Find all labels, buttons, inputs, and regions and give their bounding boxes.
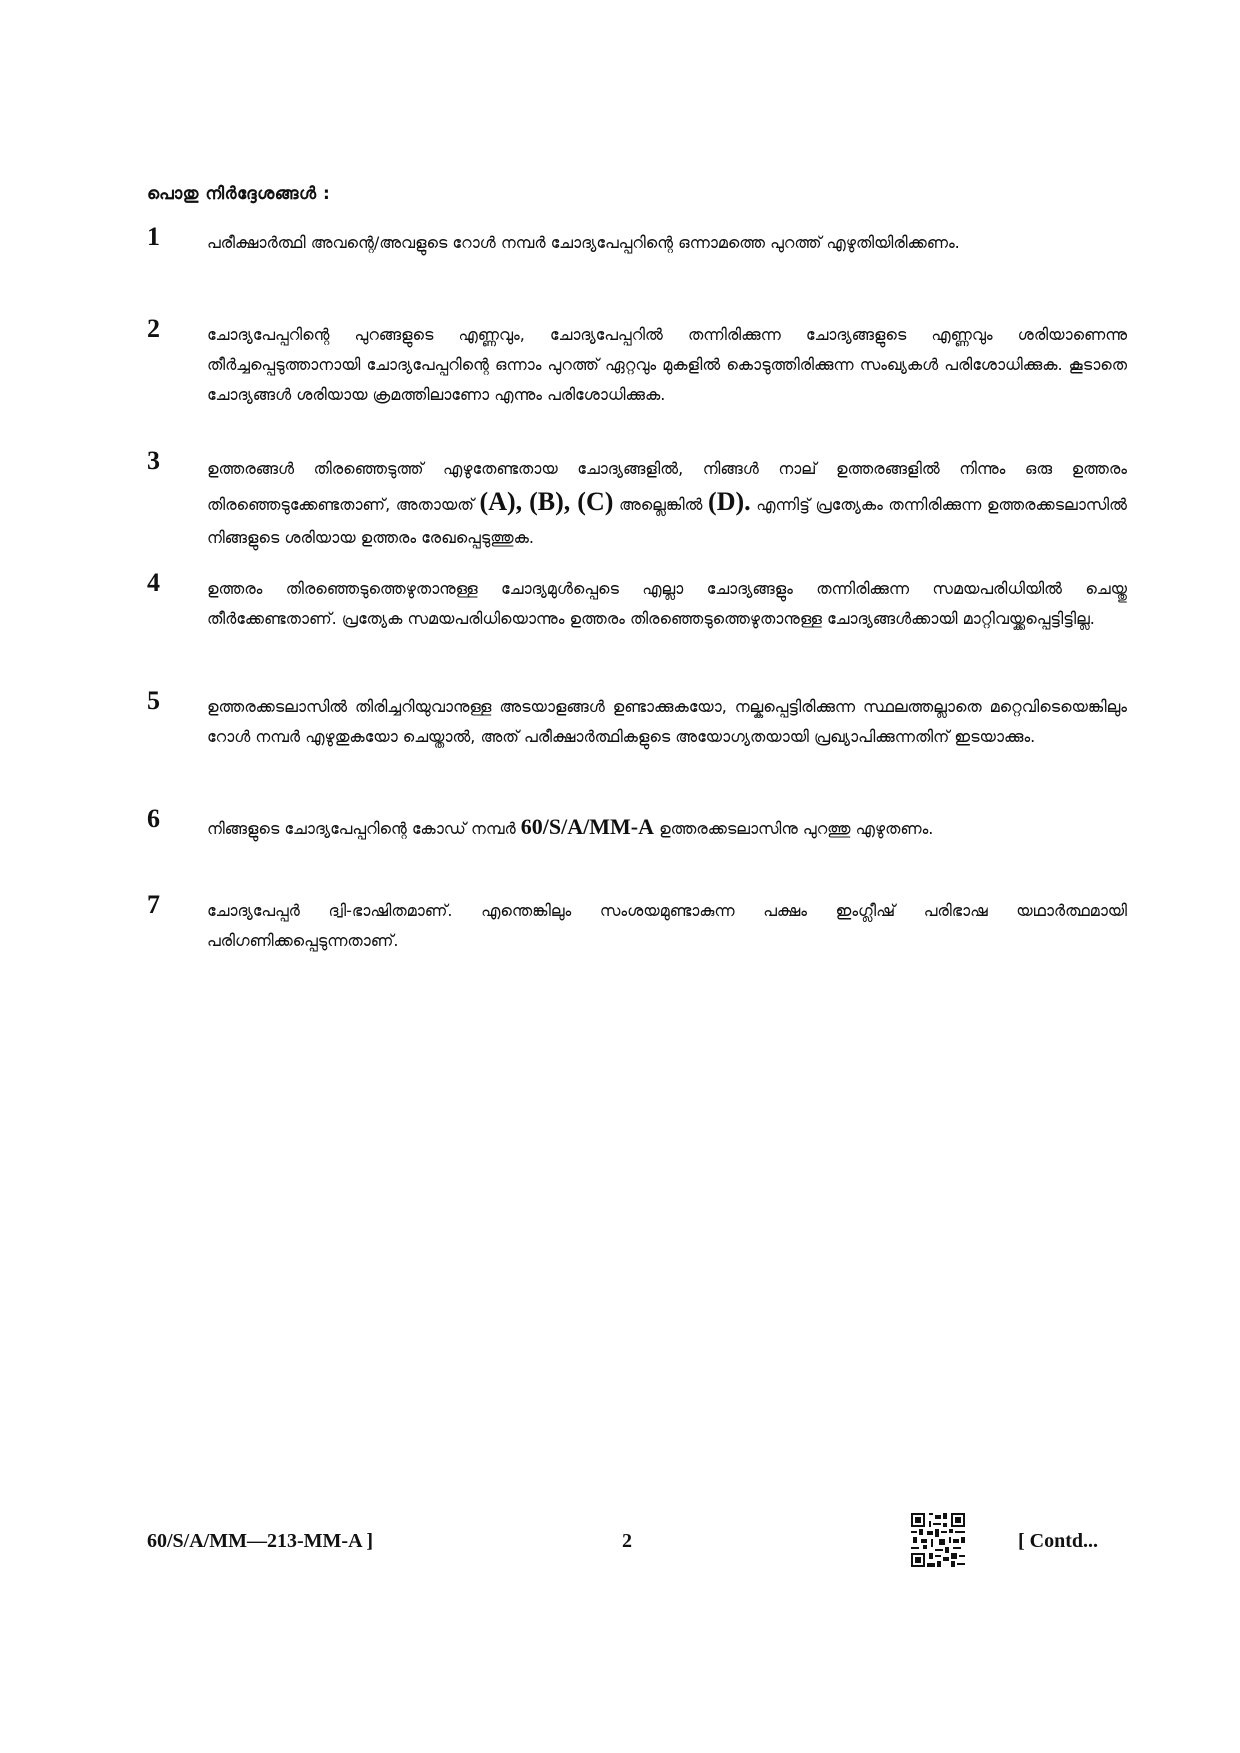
item-text: പരീക്ഷാർത്ഥി അവന്റെ/അവളുടെ റോൾ നമ്പർ ചോദ്യപേപ്പറിന്റെ ഒന്നാമത്തെ പുറത്ത് എഴുതിയിരിക്കണം. [207, 233, 960, 252]
question-paper-code: 60/S/A/MM-A [520, 814, 654, 839]
item-number: 1 [147, 222, 160, 251]
item-text-part: നിങ്ങളുടെ ചോദ്യപേപ്പറിന്റെ കോഡ് നമ്പർ [207, 819, 516, 838]
continued-label: [ Contd... [1018, 1530, 1099, 1552]
page-number: 2 [622, 1530, 632, 1552]
answer-options: (A), (B), (C) [479, 487, 614, 516]
item-number: 7 [147, 890, 160, 919]
item-number: 4 [147, 568, 160, 597]
item-text-part: ഉത്തരക്കടലാസിനു പുറത്തു എഴുതണം. [659, 819, 934, 838]
item-text: ചോദ്യപേപ്പർ ദ്വി-ഭാഷിതമാണ്. എന്തെങ്കിലും സംശയമുണ്ടാകുന്ന പക്ഷം ഇംഗ്ലീഷ് പരിഭാഷ യഥാർത്ഥമായി പരിഗണിക്കപ്പെടുന്നതാണ്. [207, 901, 1127, 950]
item-text-part: അല്ലെങ്കിൽ [618, 495, 703, 514]
item-text-part: എന്നിട്ട് പ്രത്യേകം തന്നിരിക്കുന്ന ഉത്തരക്കടലാസിൽ നിങ്ങളുടെ ശരിയായ ഉത്തരം രേഖപ്പെടുത്തുക. [207, 495, 1127, 547]
item-text: ചോദ്യപേപ്പറിന്റെ പുറങ്ങളുടെ എണ്ണവും, ചോദ്യപേപ്പറിൽ തന്നിരിക്കുന്ന ചോദ്യങ്ങളുടെ എണ്ണവും ശരിയാണെന്നു തീർച്ചപ്പെടുത്താനായി ചോദ്യപേപ്പറിന്റെ ഒന്നാം പുറത്ത് ഏറ്റവും മുകളിൽ കൊടുത്തിരിക്കുന്ന സംഖ്യകൾ പരിശോധിക്കുക. കൂടാതെ ചോദ്യങ്ങൾ ശരിയായ ക്രമത്തിലാണോ എന്നും പരിശോധിക്കുക. [207, 325, 1127, 404]
qr-code-icon [911, 1513, 965, 1567]
item-text: ഉത്തരക്കടലാസിൽ തിരിച്ചറിയുവാനുള്ള അടയാളങ്ങൾ ഉണ്ടാക്കുകയോ, നല്കപ്പെട്ടിരിക്കുന്ന സ്ഥലത്തല്ലാതെ മറ്റെവിടെയെങ്കിലും റോൾ നമ്പർ എഴുതുകയോ ചെയ്താൽ, അത് പരീക്ഷാർത്ഥികളുടെ അയോഗ്യതയായി പ്രഖ്യാപിക്കുന്നതിന് ഇടയാക്കും. [207, 697, 1127, 746]
footer-paper-code: 60/S/A/MM—213-MM-A ] [147, 1530, 374, 1552]
item-number: 5 [147, 686, 160, 715]
item-number: 3 [147, 446, 160, 475]
instructions-heading: പൊതു നിർദ്ദേശങ്ങൾ : [147, 184, 331, 204]
item-number: 2 [147, 314, 160, 343]
item-number: 6 [147, 804, 160, 833]
item-text [207, 452, 1127, 554]
item-text: ഉത്തരം തിരഞ്ഞെടുത്തെഴുതാനുള്ള ചോദ്യമുൾപ്പെടെ എല്ലാ ചോദ്യങ്ങളും തന്നിരിക്കുന്ന സമയപരിധിയിൽ ചെയ്തു തീർക്കേണ്ടതാണ്. പ്രത്യേക സമയപരിധിയൊന്നും ഉത്തരം തിരഞ്ഞെടുത്തെഴുതാനുള്ള ചോദ്യങ്ങൾക്കായി മാറ്റിവയ്ക്കപ്പെട്ടിട്ടില്ല. [207, 579, 1127, 628]
answer-option-d: (D). [708, 487, 751, 516]
item-text [207, 810, 1127, 845]
item-text-part: ഉത്തരങ്ങൾ തിരഞ്ഞെടുത്ത് എഴുതേണ്ടതായ ചോദ്യങ്ങളിൽ, നിങ്ങൾ നാല് ഉത്തരങ്ങളിൽ നിന്നും ഒരു ഉത്തരം തിരഞ്ഞെടുക്കേണ്ടതാണ്, അതായത് [207, 459, 1127, 514]
